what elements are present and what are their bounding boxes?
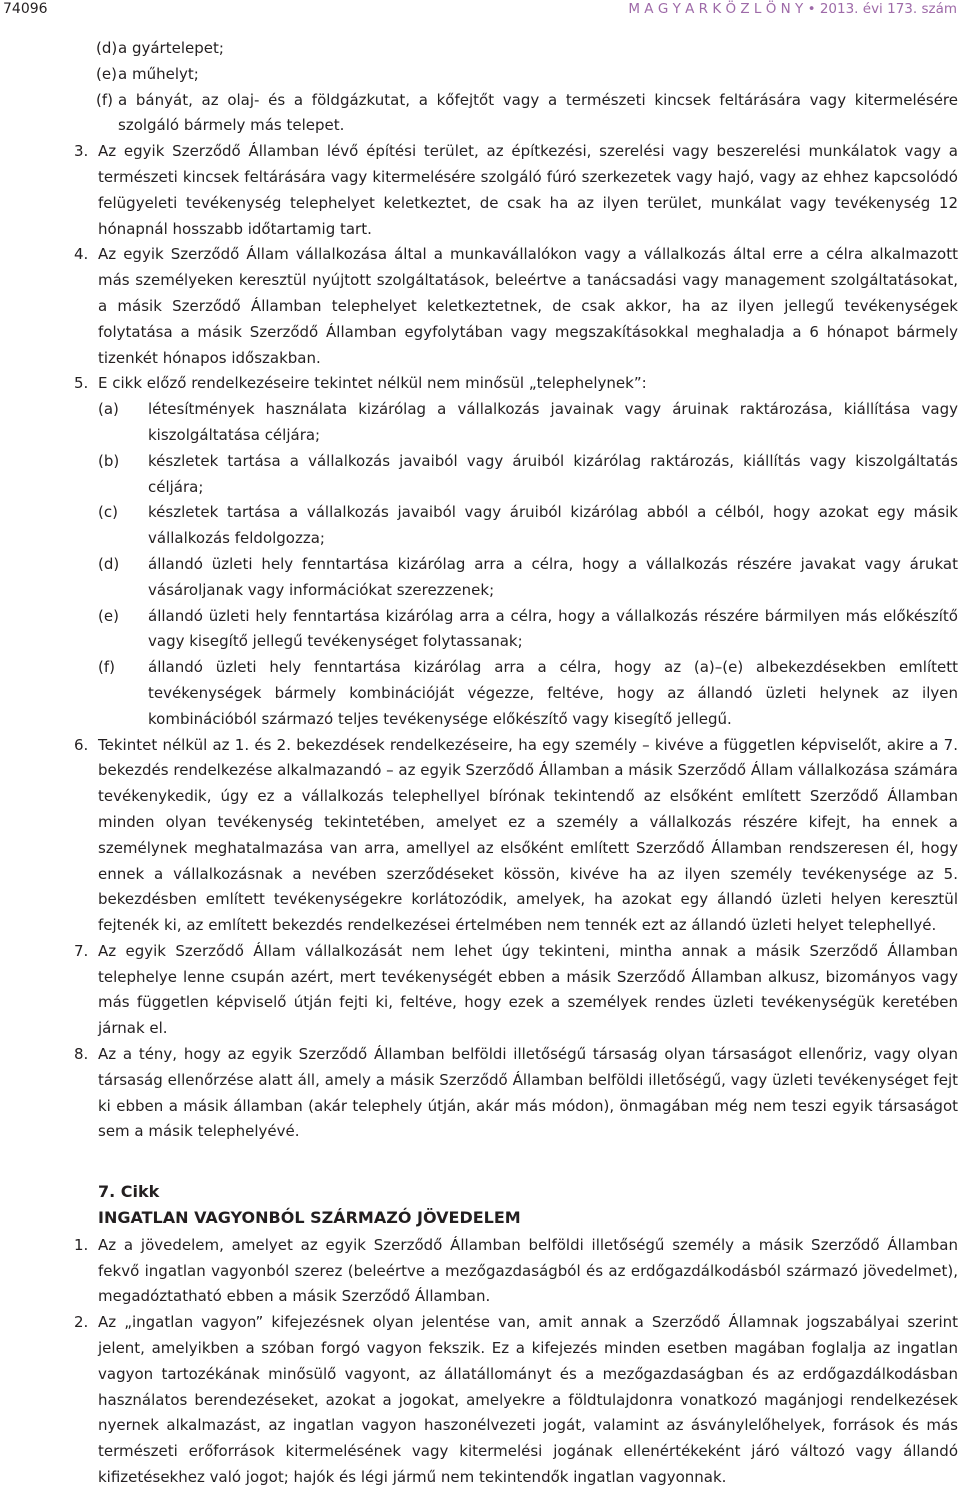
- item-label: (b): [98, 451, 120, 470]
- paragraph-text: Az egyik Szerződő Államban lévő építési terület, az építkezési, szerelési vagy beszerelési munkálatok vagy a természeti kincsek feltárására vagy kitermelésére szolgáló fúró szerkezetek vagy hajó, vagy az ehhez kapcsolódó felügyeleti tevékenység telephelyet keletkeztet, de csak ha az ilyen terület, munkálat vagy tevékenység 12 hónapnál hosszabb időtartamig tart.: [98, 142, 958, 238]
- item-text: állandó üzleti hely fenntartása kizárólag arra a célra, hogy a vállalkozás részére bármilyen más előkészítő vagy kisegítő jellegű tevékenységet folytassanak;: [148, 606, 958, 651]
- paragraph-number: 6.: [74, 735, 89, 754]
- list-item: [98, 500, 958, 552]
- item-label: (d): [98, 554, 120, 573]
- item-label: (e): [98, 606, 119, 625]
- item-label: (d): [96, 39, 118, 57]
- article-paragraph-2: [62, 1310, 958, 1491]
- list-item: [98, 552, 958, 604]
- article-number: 7. Cikk: [98, 1182, 160, 1202]
- list-item: [98, 397, 958, 449]
- paragraph-5: [62, 371, 958, 397]
- item-text: készletek tartása a vállalkozás javaiból vagy áruiból kizárólag abból a célból, hogy azokat egy másik vállalkozás feldolgozza;: [148, 503, 958, 548]
- item-text: a műhelyt;: [118, 64, 199, 83]
- paragraph-4: [62, 242, 958, 371]
- item-label: (c): [98, 503, 118, 522]
- paragraph-number: 1.: [74, 1235, 89, 1254]
- paragraph-6: [62, 733, 958, 939]
- paragraph-number: 7.: [74, 941, 89, 960]
- running-head: M A G Y A R K Ö Z L Ö N Y • 2013. évi 173. szám: [628, 1, 957, 17]
- paragraph-text: Az egyik Szerződő Állam vállalkozását nem lehet úgy tekinteni, mintha annak a másik Szerződő Államban telephelye lenne csupán azért, mert tevékenységét ebben a másik Szerződő Államban alkusz, bizományos vagy más független képviselő útján fejti ki, feltéve, hogy ezek a személyek rendes üzleti tevékenységük keretében járnak el.: [98, 941, 958, 1038]
- paragraph-text: Az egyik Szerződő Állam vállalkozása által a munkavállalókon vagy a vállalkozás által erre a célra alkalmazott más személyeken keresztül nyújtott szolgáltatások, beleértve a tanácsadási vagy management szolgáltatásokat, a másik Szerződő Államban telephelyet keletkeztetnek, de csak akkor, ha az ilyen jellegű tevékenységek folytatása a másik Szerződő Államban egyfolytában vagy megszakításokkal meghaladja a 6 hónapot bármely tizenkét hónapos időszakban.: [98, 245, 958, 367]
- paragraph-text: Az „ingatlan vagyon” kifejezésnek olyan jelentése van, amit annak a Szerződő Államnak jogszabályai szerint jelent, amelyikben a szóban forgó vagyon fekszik. Ez a kifejezés minden esetben magában foglalja az ingatlan vagyon tartozékának minősülő vagyont, az állatállományt és a mezőgazdaságban és az erdőgazdálkodásban használatos berendezéseket, azokat a jogokat, amelyekre a földtulajdonra vonatkozó magánjogi rendelkezések nyernek alkalmazást, az ingatlan vagyon haszonélvezeti jogát, valamint az ásványlelőhelyek, források és más természeti erőforrások kitermelésének vagy kitermelési jogának ellenértékeként járó változó vagy állandó kifizetésekhez való jogot; hajók és légi jármű nem tekintendők ingatlan vagyonnak.: [98, 1313, 958, 1487]
- paragraph-text: Az a tény, hogy az egyik Szerződő Államban belföldi illetőségű társaság olyan társaságot ellenőriz, vagy olyan társaság ellenőrzése alatt áll, amely a másik Szerződő Államban belföldi illetőségű, vagy üzleti tevékenységet fejt ki ebben a másik államban (akár telephely útján, akár más módon), önmagában még nem teszi egyik társaságot sem a másik telephelyévé.: [98, 1045, 958, 1141]
- article-paragraph-1: [62, 1233, 958, 1310]
- list-item: [62, 62, 958, 88]
- paragraph-3: [62, 139, 958, 242]
- item-label: (a): [98, 400, 119, 419]
- page-number: 74096: [3, 1, 48, 17]
- list-item: [62, 88, 958, 140]
- paragraph-number: 3.: [74, 142, 89, 161]
- paragraph-7: [62, 939, 958, 1042]
- paragraph-8: [62, 1042, 958, 1145]
- list-item: [98, 655, 958, 732]
- paragraph-number: 5.: [74, 374, 89, 393]
- paragraph-text: Az a jövedelem, amelyet az egyik Szerződő Államban belföldi illetőségű személy a másik Szerződő Államban fekvő ingatlan vagyonból szerez (beleértve a mezőgazdaságból és az erdőgazdálkodásból származó jövedelmet), megadóztatható ebben a másik Szerződő Államban.: [98, 1235, 958, 1306]
- paragraph-5-list: [62, 397, 958, 732]
- list-item: [62, 36, 958, 62]
- item-text: készletek tartása a vállalkozás javaiból vagy áruiból kizárólag raktározás, kiállítás vagy kiszolgáltatás céljára;: [148, 451, 958, 496]
- paragraph-text: Tekintet nélkül az 1. és 2. bekezdések rendelkezéseire, ha egy személy – kivéve a független képviselőt, akire a 7. bekezdés rendelkezése alkalmazandó – az egyik Szerződő Államban a másik Szerződő Állam vállalkozása számára tevékenykedik, úgy ez a vállalkozás telephellyel bírónak tekintendő az elsőként említett Szerződő Államban minden olyan tevékenység tekintetében, amelyet ez a személy a vállalkozás részére kifejt, ha ennek a személynek meghatalmazása van arra, amellyel az elsőként említett Szerződő Államban rendszeresen él, hogy ennek a vállalkozásnak a nevében szerződéseket kössön, kivéve ha az ilyen személy tevékenysége az 5. bekezdésben említett tevékenységekre korlátozódik, amelyek, ha azokat egy állandó üzleti helyen keresztül fejtenék ki, az említett bekezdés rendelkezései értelmében nem tennék ezt az állandó üzleti helyet telephellyé.: [98, 735, 958, 935]
- document-body: [62, 36, 958, 1491]
- item-label: (f): [98, 658, 115, 677]
- paragraph-text: E cikk előző rendelkezéseire tekintet nélkül nem minősül „telephelynek”:: [98, 374, 647, 393]
- list-item: [98, 449, 958, 501]
- top-list: [62, 36, 958, 139]
- item-text: létesítmények használata kizárólag a vállalkozás javainak vagy áruinak raktározása, kiállítása vagy kiszolgáltatása céljára;: [148, 400, 958, 444]
- item-text: állandó üzleti hely fenntartása kizárólag arra a célra, hogy az (a)–(e) albekezdésekben említett tevékenységek bármely kombinációját végezze, feltéve, hogy az állandó üzleti helynek az ilyen kombinációból származó teljes tevékenysége előkészítő vagy kisegítő jellegű.: [148, 658, 958, 728]
- item-text: a bányát, az olaj- és a földgázkutat, a kőfejtőt vagy a természeti kincsek feltárására vagy kitermelésére szolgáló bármely más telepet.: [118, 90, 958, 135]
- article-heading: [62, 1179, 958, 1231]
- article-title: INGATLAN VAGYONBÓL SZÁRMAZÓ JÖVEDELEM: [98, 1208, 521, 1228]
- list-item: [98, 604, 958, 656]
- item-text: a gyártelepet;: [118, 39, 224, 57]
- item-label: (e): [96, 64, 117, 83]
- item-text: állandó üzleti hely fenntartása kizárólag arra a célra, hogy a vállalkozás részére javakat vagy árukat vásároljanak vagy információkat szerezzenek;: [148, 554, 958, 599]
- page-header: [0, 0, 960, 22]
- paragraph-number: 2.: [74, 1313, 89, 1332]
- paragraph-number: 4.: [74, 245, 89, 264]
- item-label: (f): [96, 90, 113, 109]
- paragraph-number: 8.: [74, 1045, 89, 1064]
